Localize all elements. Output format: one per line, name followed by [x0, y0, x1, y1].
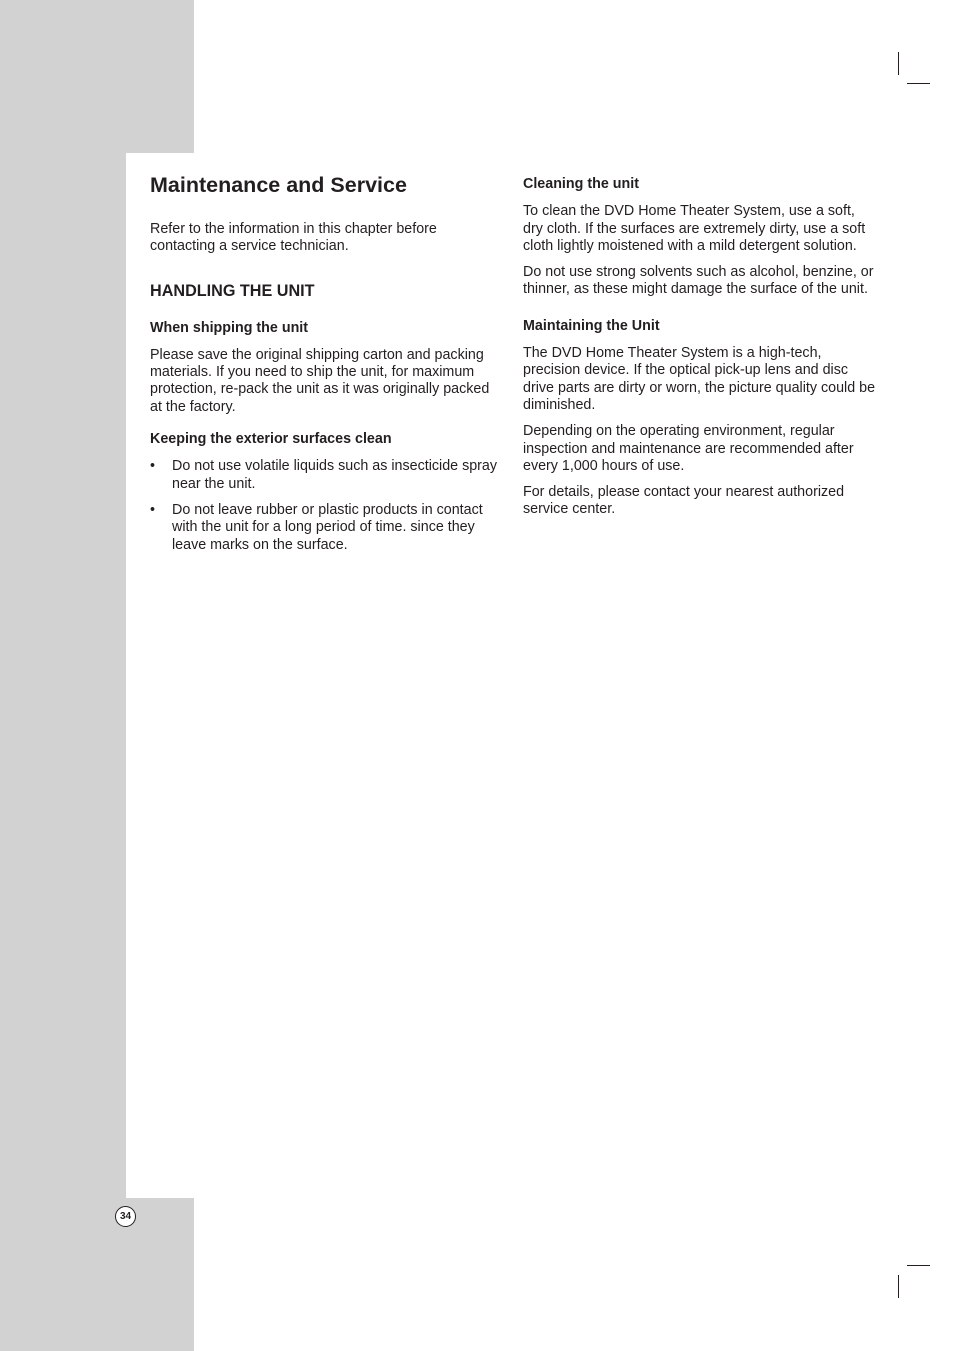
crop-mark-top-horizontal — [907, 83, 930, 84]
crop-mark-bottom-horizontal — [907, 1265, 930, 1266]
maintaining-paragraph-3: For details, please contact your nearest authorized service center. — [523, 484, 845, 518]
subheading-maintaining: Maintaining the Unit — [523, 317, 660, 334]
exterior-bullet-list — [150, 458, 500, 553]
subheading-cleaning: Cleaning the unit — [523, 176, 639, 192]
list-item — [150, 502, 500, 554]
margin-band-top — [0, 0, 194, 153]
margin-band-bottom — [0, 1198, 194, 1351]
crop-mark-top-vertical — [898, 52, 899, 75]
crop-mark-bottom-vertical — [898, 1275, 899, 1298]
intro-text: Refer to the information in this chapter before contacting a service technician. — [150, 221, 437, 255]
right-column — [523, 170, 878, 519]
margin-band-left — [0, 153, 126, 1198]
bullet-icon: • — [150, 501, 156, 518]
left-column — [150, 170, 500, 554]
section-heading-handling: HANDLING THE UNIT — [150, 281, 315, 300]
list-item-text: Do not leave rubber or plastic products in contact with the unit for a long period of time. since they leave marks on the surface. — [172, 501, 483, 553]
shipping-text: Please save the original shipping carton and packing materials. If you need to ship the unit, for maximum protection, re-pack the unit as it was originally packed at the factory. — [150, 346, 490, 415]
cleaning-paragraph-2: Do not use strong solvents such as alcohol, benzine, or thinner, as these might damage the surface of the unit. — [523, 264, 874, 298]
cleaning-paragraph-1: To clean the DVD Home Theater System, use a soft, dry cloth. If the surfaces are extremely dirty, use a soft cloth lightly moistened with a mild detergent solution. — [523, 203, 866, 254]
subheading-exterior: Keeping the exterior surfaces clean — [150, 431, 392, 448]
list-item-text: Do not use volatile liquids such as insecticide spray near the unit. — [172, 458, 498, 492]
page-title: Maintenance and Service — [150, 173, 407, 197]
page-number: 34 — [115, 1206, 136, 1227]
subheading-shipping: When shipping the unit — [150, 319, 309, 336]
maintaining-paragraph-2: Depending on the operating environment, regular inspection and maintenance are recommended after every 1,000 hours of use. — [523, 423, 854, 474]
bullet-icon: • — [150, 458, 156, 475]
list-item — [150, 458, 500, 493]
maintaining-paragraph-1: The DVD Home Theater System is a high-tech, precision device. If the optical pick-up lens and disc drive parts are dirty or worn, the picture quality could be diminished. — [523, 345, 876, 413]
